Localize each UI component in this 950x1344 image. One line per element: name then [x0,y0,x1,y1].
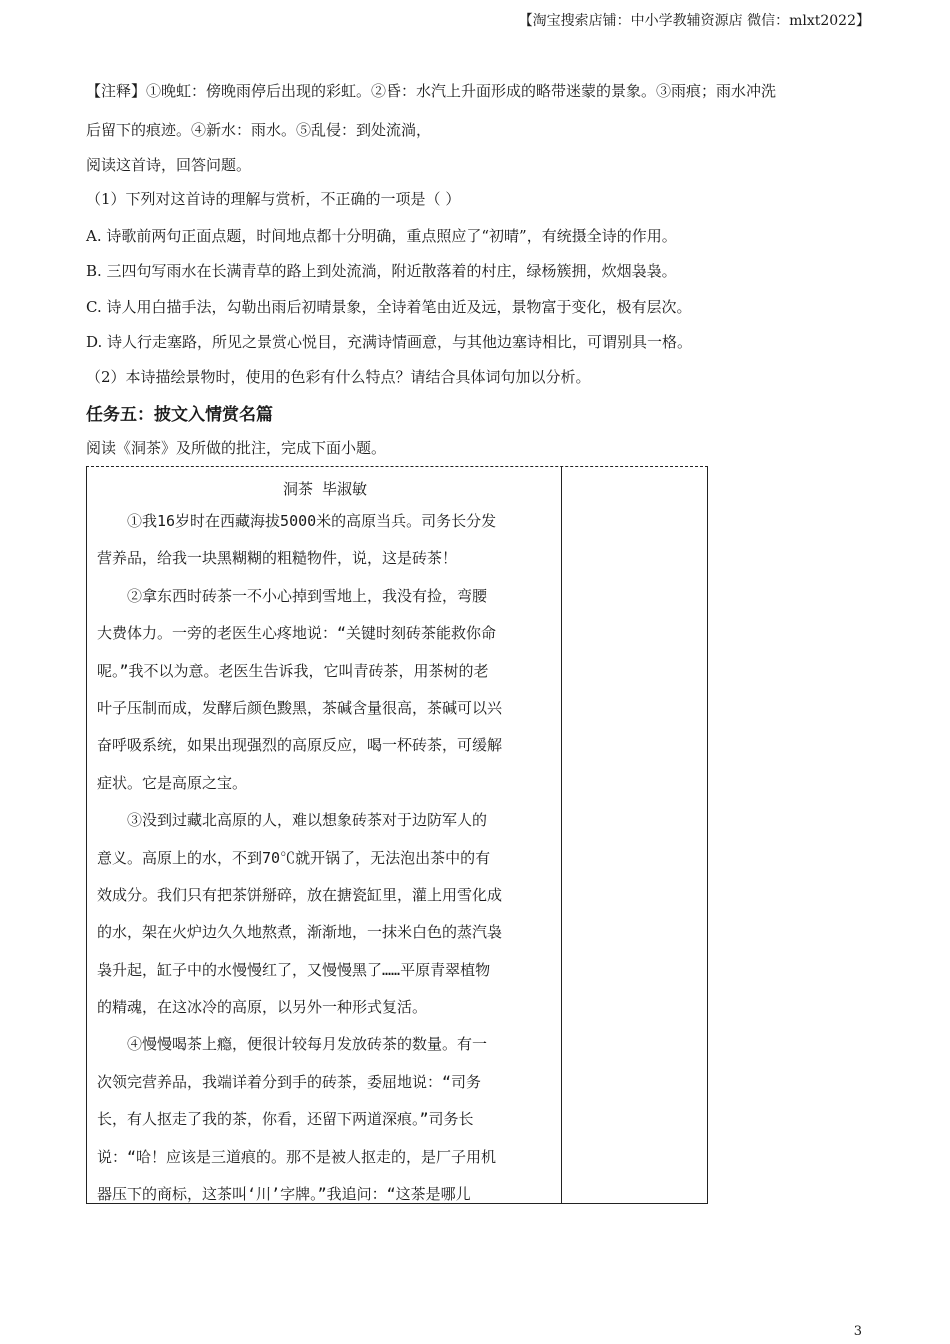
essay-line: 奋呼吸系统，如果出现强烈的高原反应，喝一杯砖茶，可缓解 [97,736,503,755]
option-b: B. 三四句写雨水在长满青草的路上到处流淌，附近散落着的村庄，绿杨簇拥，炊烟袅袅。 [86,262,677,280]
essay-line: 症状。它是高原之宝。 [97,773,248,792]
notes-line-2: 后留下的痕迹。④新水：雨水。⑤乱侵：到处流淌， [86,121,432,139]
essay-line: ③没到过藏北高原的人，难以想象砖茶对于边防军人的 [127,811,488,830]
option-c: C. 诗人用白描手法，勾勒出雨后初晴景象，全诗着笔由近及远，景物富于变化，极有层次。 [86,298,692,316]
essay-line: 意义。高原上的水，不到70℃就开锅了，无法泡出茶中的有 [97,848,491,867]
task-instruction: 阅读《洞茶》及所做的批注，完成下面小题。 [86,439,387,457]
option-d: D. 诗人行走塞路，所见之景赏心悦目，充满诗情画意，与其他边塞诗相比，可谓别具一格。 [86,333,693,351]
essay-line: 器压下的商标，这茶叫‘川’字牌。”我追问：“这茶是哪儿 [97,1185,471,1204]
essay-line: 的水，架在火炉边久久地熬煮，渐渐地，一抹米白色的蒸汽袅 [97,923,503,942]
essay-line: ①我16岁时在西藏海拔5000米的高原当兵。司务长分发 [127,512,497,530]
essay-line: ④慢慢喝茶上瘾，便很计较每月发放砖茶的数量。有一 [127,1035,488,1054]
page-number: 3 [853,1324,862,1339]
essay-line: 次领完营养品，我端详着分到手的砖茶，委屈地说：“司务 [97,1072,482,1091]
essay-line: 叶子压制而成，发酵后颜色黢黑，茶碱含量很高，茶碱可以兴 [97,698,503,717]
notes-line-1: 【注释】①晚虹：傍晚雨停后出现的彩虹。②昏：水汽上升面形成的略带迷蒙的景象。③雨痕；雨水冲洗 [86,82,777,100]
essay-line: ②拿东西时砖茶一不小心掉到雪地上，我没有捡，弯腰 [127,586,488,605]
essay-column [97,477,553,1219]
task-title: 任务五：披文入情赏名篇 [86,405,273,425]
column-divider [561,467,562,1203]
essay-line: 营养品，给我一块黑糊糊的粗糙物件，说，这是砖茶！ [97,549,458,568]
reading-instruction: 阅读这首诗，回答问题。 [86,156,252,174]
essay-line: 效成分。我们只有把茶饼掰碎，放在搪瓷缸里，灌上用雪化成 [97,885,503,904]
essay-title: 洞茶 毕淑敏 [282,480,368,498]
question-2: （2）本诗描绘景物时，使用的色彩有什么特点？请结合具体词句加以分析。 [86,368,591,386]
essay-line: 说：“哈！应该是三道痕的。那不是被人抠走的，是厂子用机 [97,1147,497,1166]
question-1-stem: （1）下列对这首诗的理解与赏析，不正确的一项是（ ） [86,190,461,208]
essay-line: 呢。”我不以为意。老医生告诉我，它叫青砖茶，用茶树的老 [97,661,489,680]
essay-annotation-table [86,466,708,1204]
page-header: 【淘宝搜索店铺：中小学教辅资源店 微信：mlxt2022】 [518,13,870,29]
essay-line: 袅升起，缸子中的水慢慢红了，又慢慢黑了……平原青翠植物 [97,960,491,979]
essay-line: 长，有人抠走了我的茶，你看，还留下两道深痕。”司务长 [97,1110,474,1129]
essay-line: 大费体力。一旁的老医生心疼地说：“关键时刻砖茶能救你命 [97,624,497,643]
essay-line: 的精魂，在这冰冷的高原，以另外一种形式复活。 [97,998,428,1017]
option-a: A. 诗歌前两句正面点题，时间地点都十分明确，重点照应了“初晴”，有统摄全诗的作用。 [86,227,677,245]
